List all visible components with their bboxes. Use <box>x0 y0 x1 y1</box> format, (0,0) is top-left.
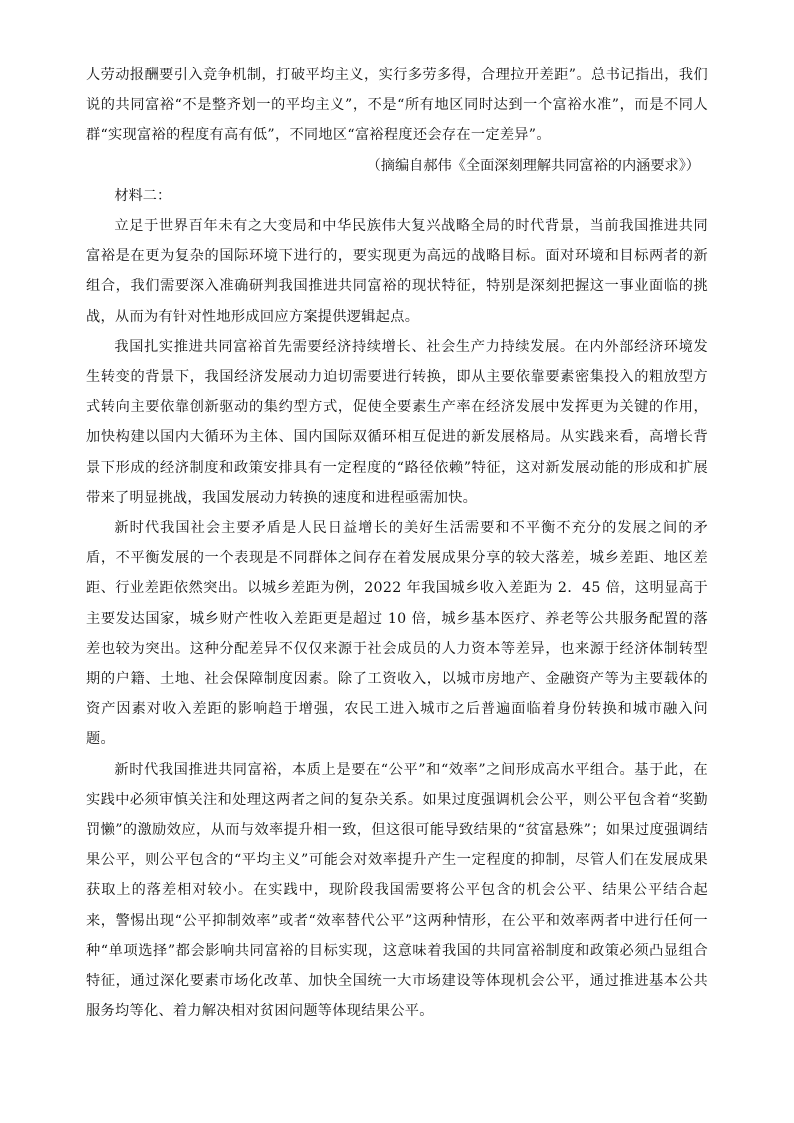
source-citation: （摘编自郝伟《全面深刻理解共同富裕的内涵要求》） <box>366 157 700 174</box>
material-label: 材料二： <box>114 187 172 204</box>
body-paragraph-2: 我国扎实推进共同富裕首先需要经济持续增长、社会生产力持续发展。在内外部经济环境发生转变的背景下，我国经济发展动力迫切需要进行转换，即从主要依靠要素密集投入的粗放型方式转向主要依靠创新驱动的集约型方式，促使全要素生产率在经济发展中发挥更为关键的作用，加快构建以国内大循环为主体、国内国际双循环相互促进的新发展格局。从实践来看，高增长背景下形成的经济制度和政策安排具有一定程度的“路径依赖”特征，这对新发展动能的形成和扩展带来了明显挑战，我国发展动力转换的速度和进程亟需加快。 <box>86 338 708 506</box>
intro-paragraph: 人劳动报酬要引入竞争机制，打破平均主义，实行多劳多得，合理拉开差距”。总书记指出，我们说的共同富裕“不是整齐划一的平均主义”，不是“所有地区同时达到一个富裕水准”，而是不同人群“实现富裕的程度有高有低”，不同地区“富裕程度还会存在一定差异”。 <box>86 67 708 144</box>
body-paragraph-1: 立足于世界百年未有之大变局和中华民族伟大复兴战略全局的时代背景，当前我国推进共同富裕是在更为复杂的国际环境下进行的，要实现更为高远的战略目标。面对环境和目标两者的新组合，我们需要深入准确研判我国推进共同富裕的现状特征，特别是深刻把握这一事业面临的挑战，从而为有针对性地形成回应方案提供逻辑起点。 <box>86 218 708 325</box>
body-paragraph-4: 新时代我国推进共同富裕，本质上是要在“公平”和“效率”之间形成高水平组合。基于此，在实践中必须审慎关注和处理这两者之间的复杂关系。如果过度强调机会公平，则公平包含着“奖勤罚懒”的激励效应，从而与效率提升相一致，但这很可能导致结果的“贫富悬殊”；如果过度强调结果公平，则公平包含的“平均主义”可能会对效率提升产生一定程度的抑制，尽管人们在发展成果获取上的落差相对较小。在实践中，现阶段我国需要将公平包含的机会公平、结果公平结合起来，警惕出现“公平抑制效率”或者“效率替代公平”这两种情形，在公平和效率两者中进行任何一种“单项选择”都会影响共同富裕的目标实现，这意味着我国的共同富裕制度和政策必须凸显组合特征，通过深化要素市场化改革、加快全国统一大市场建设等体现机会公平，通过推进基本公共服务均等化、着力解决相对贫困问题等体现结果公平。 <box>86 761 708 1020</box>
body-paragraph-3: 新时代我国社会主要矛盾是人民日益增长的美好生活需要和不平衡不充分的发展之间的矛盾，不平衡发展的一个表现是不同群体之间存在着发展成果分享的较大落差，城乡差距、地区差距、行业差距依然突出。以城乡差距为例，2022 年我国城乡收入差距为 2．45 倍，这明显高于主要发达国家，城乡财产性收入差距更是超过 10 倍，城乡基本医疗、养老等公共服务配置的落差也较为突出。这种分配差异不仅仅来源于社会成员的人力资本等差异，也来源于经济体制转型期的户籍、土地、社会保障制度因素。除了工资收入，以城市房地产、金融资产等为主要载体的资产因素对收入差距的影响趋于增强，农民工进入城市之后普遍面临着身份转换和城市融入问题。 <box>86 520 708 748</box>
